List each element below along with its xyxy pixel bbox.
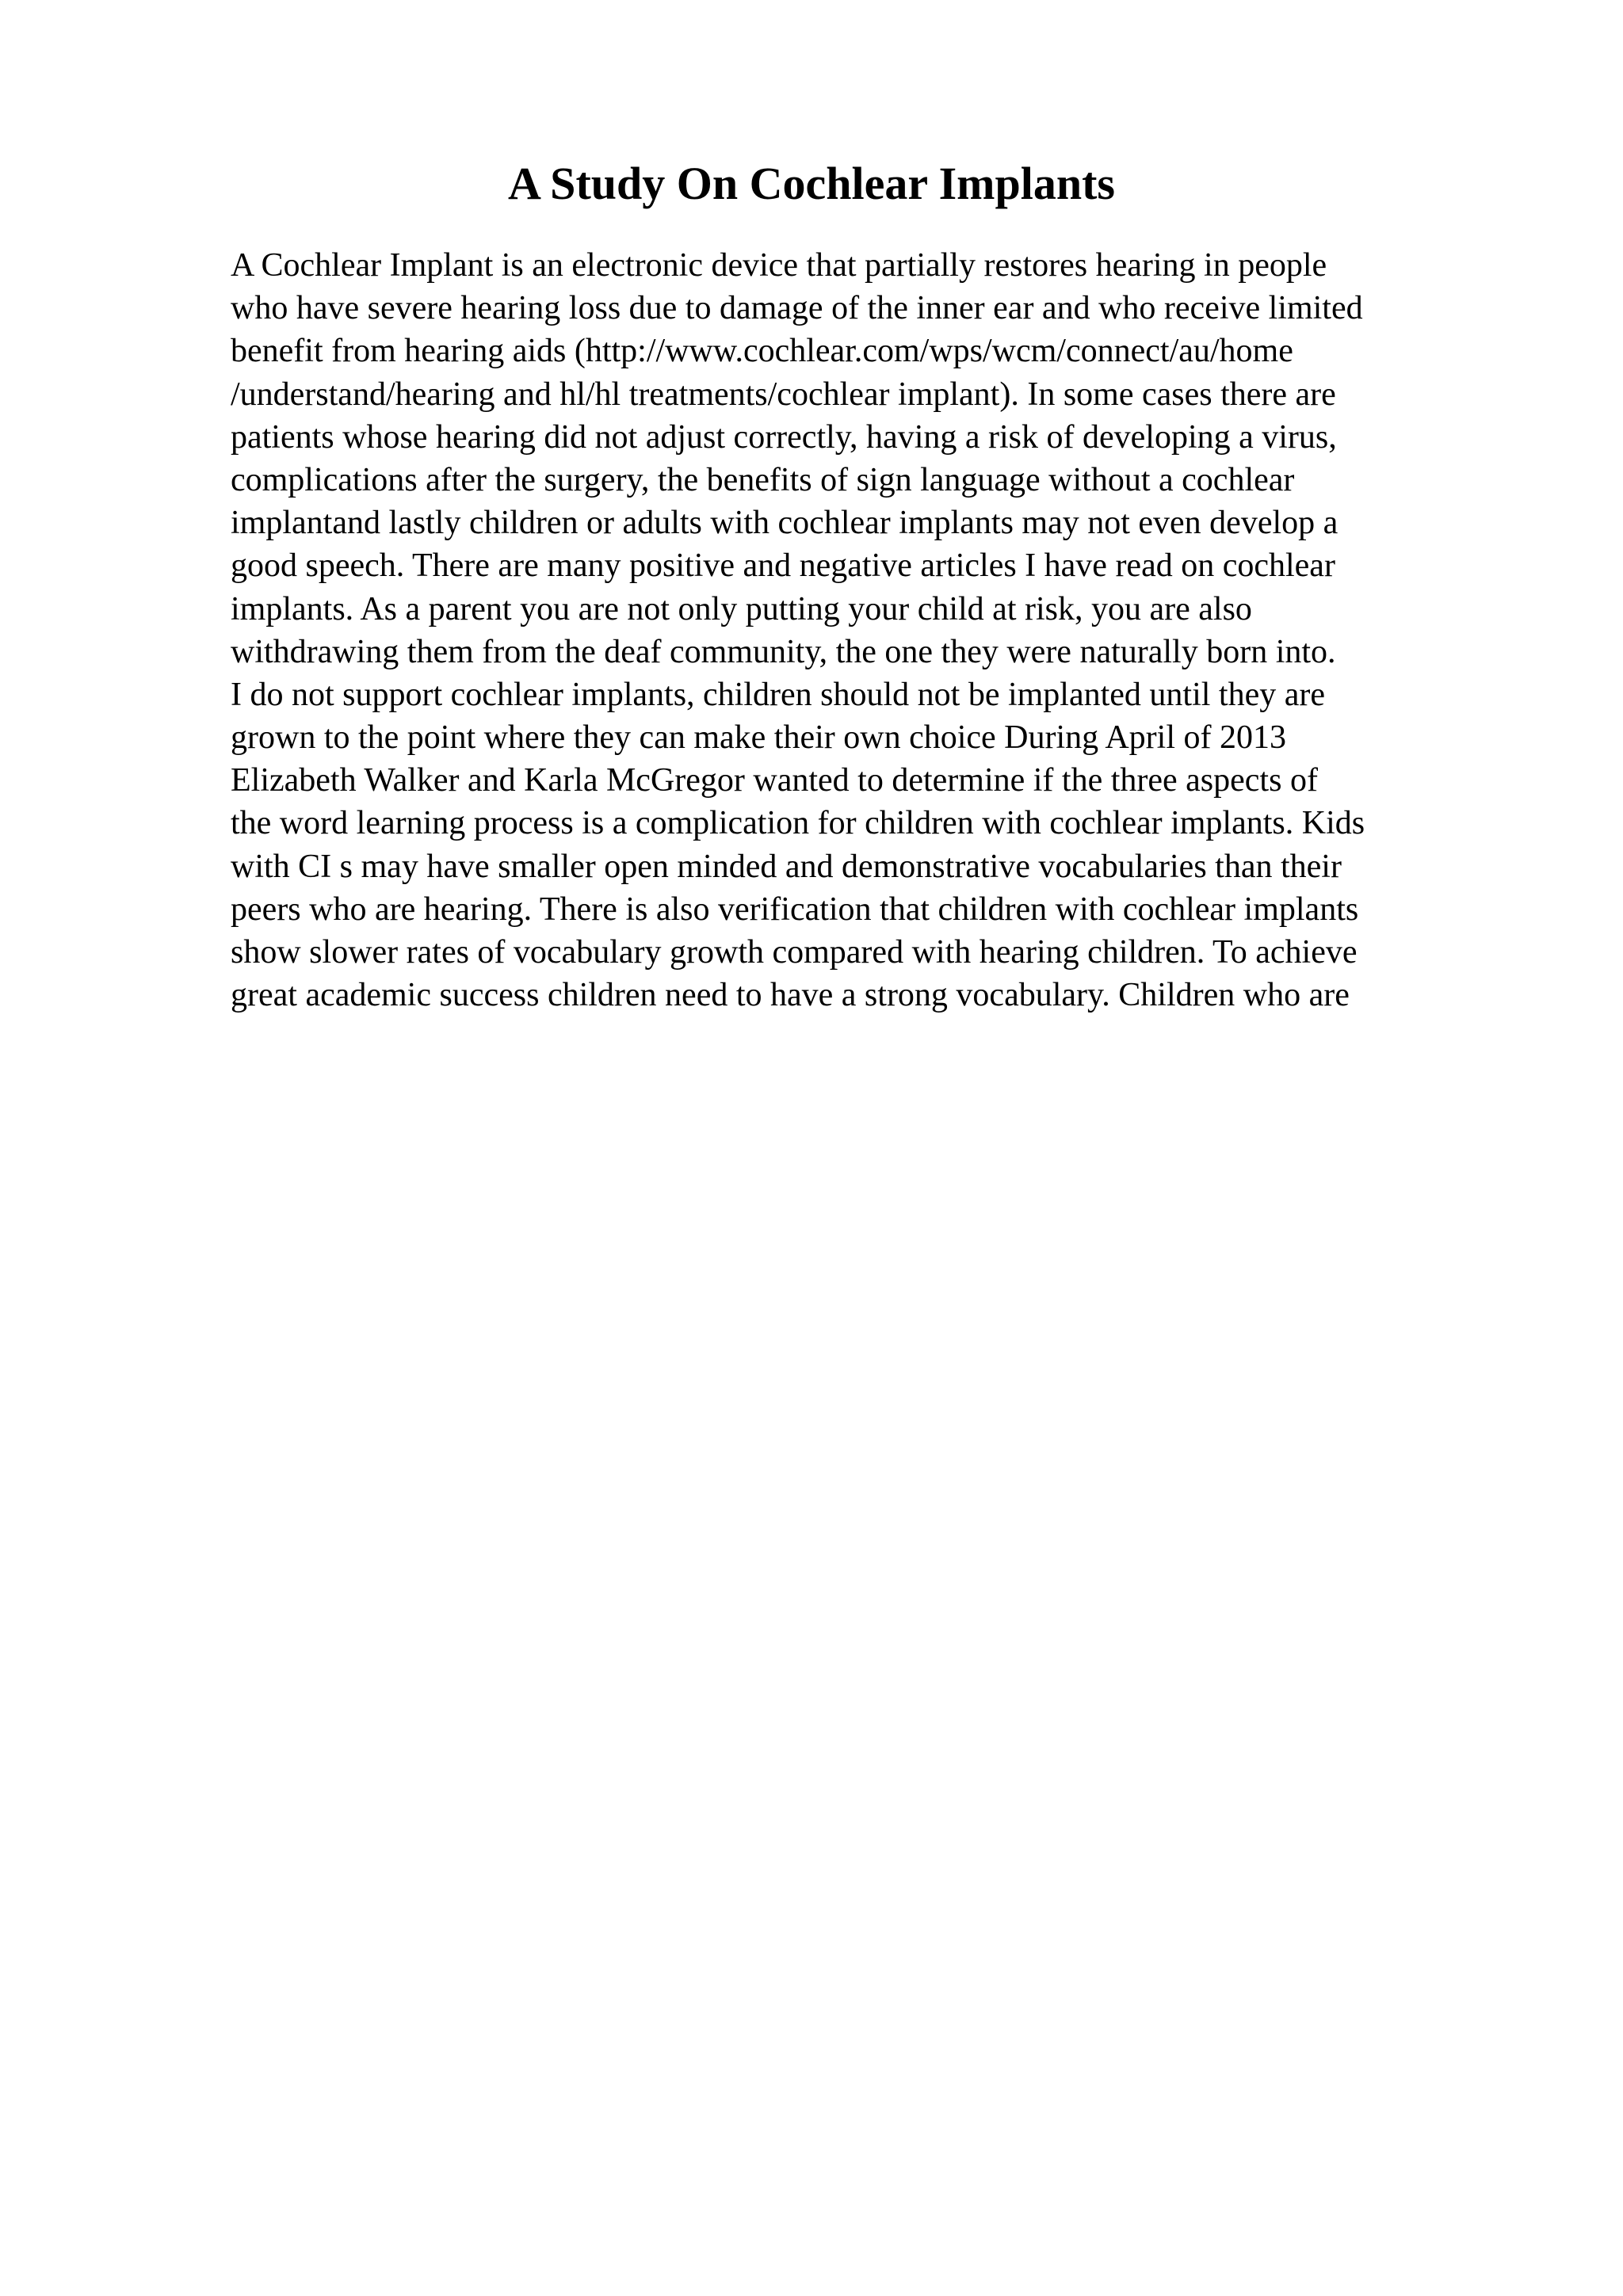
- body-line: Elizabeth Walker and Karla McGregor wanted to determine if the three aspects of: [231, 762, 1318, 799]
- body-line: the word learning process is a complication for children with cochlear implants. Kids: [231, 805, 1365, 842]
- body-line: /understand/hearing and hl/hl treatments/cochlear implant). In some cases there are: [231, 376, 1336, 413]
- document-body: [231, 244, 1623, 1016]
- body-line: patients whose hearing did not adjust correctly, having a risk of developing a virus,: [231, 418, 1337, 456]
- body-line: complications after the surgery, the benefits of sign language without a cochlear: [231, 461, 1295, 498]
- body-line: great academic success children need to have a strong vocabulary. Children who are: [231, 977, 1350, 1014]
- body-line: good speech. There are many positive and negative articles I have read on cochlear: [231, 547, 1335, 585]
- body-line: grown to the point where they can make their own choice During April of 2013: [231, 719, 1286, 757]
- body-line: with CI s may have smaller open minded and demonstrative vocabularies than their: [231, 848, 1342, 885]
- body-line: benefit from hearing aids (http://www.cochlear.com/wps/wcm/connect/au/home: [231, 333, 1293, 370]
- body-line: A Cochlear Implant is an electronic device that partially restores hearing in people: [231, 247, 1327, 284]
- document-title: A Study On Cochlear Implants: [508, 158, 1115, 209]
- body-line: implants. As a parent you are not only putting your child at risk, you are also: [231, 590, 1252, 627]
- body-line: I do not support cochlear implants, children should not be implanted until they are: [231, 676, 1326, 713]
- body-line: show slower rates of vocabulary growth compared with hearing children. To achieve: [231, 934, 1358, 971]
- body-line: implantand lastly children or adults with cochlear implants may not even develop a: [231, 505, 1338, 542]
- body-line: who have severe hearing loss due to damage of the inner ear and who receive limited: [231, 290, 1363, 327]
- body-line: withdrawing them from the deaf community, the one they were naturally born into.: [231, 633, 1336, 670]
- body-line: peers who are hearing. There is also verification that children with cochlear implants: [231, 891, 1359, 928]
